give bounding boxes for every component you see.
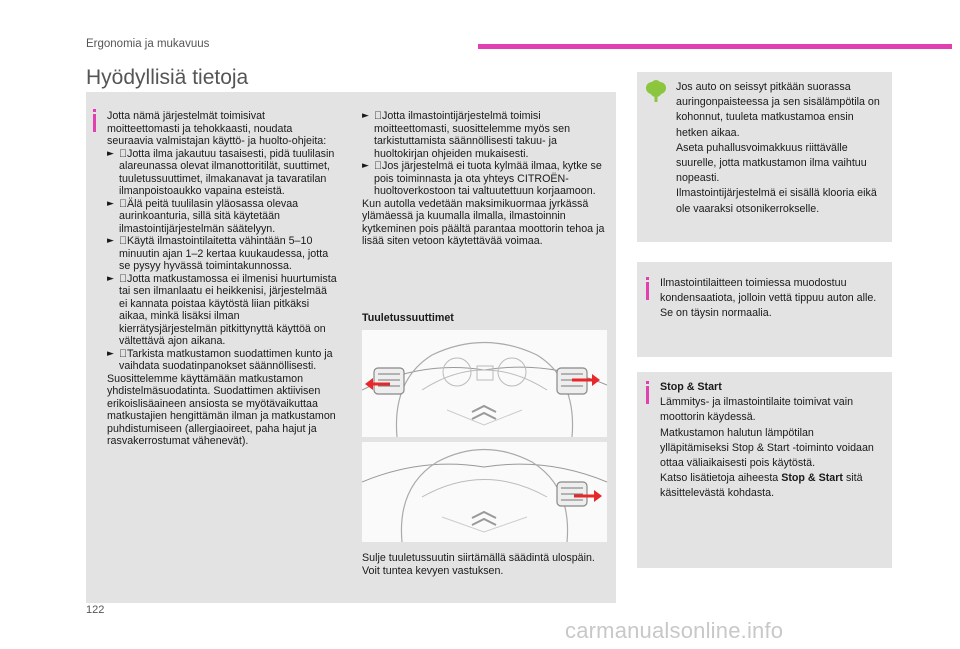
info-icon — [93, 114, 96, 132]
vents-heading: Tuuletussuuttimet — [362, 312, 454, 324]
header-accent-bar — [478, 44, 952, 49]
page-title: Hyödyllisiä tietoja — [86, 66, 249, 89]
list-item: ► Älä peitä tuulilasin yläosassa olevaa aurinkoanturia, sillä sitä käytetään ilmastointijärjestelmän säätelyyn. — [107, 197, 299, 235]
bullet-icon: ► — [107, 348, 114, 359]
bullet-icon: ► — [107, 236, 114, 246]
list-item: ► Käytä ilmastointilaitetta vähintään 5–10 minuutin ajan 1–2 kertaa kuukaudessa, jotta se pysyy hyvässä toimintakunnossa. — [107, 235, 329, 272]
list-item: ► Jos järjestelmä ei tuota kylmää ilmaa, kytke se pois toiminnasta ja ota yhteys CITROËN-huoltoverkostoon tai valtuutettuun korjaamoon. — [362, 160, 602, 197]
column-2 — [362, 110, 607, 248]
bullet-icon: ► — [107, 198, 114, 209]
watermark: carmanualsonline.info — [565, 618, 784, 643]
col1-outro: Suosittelemme käyttämään matkustamon yhdistelmäsuodatinta. Suodattimen aktiivisen erikoislisäaineen ansiosta se myötävaikuttaa matkustajien hengittämän ilman ja matkustamon puhdistumiseen (allergiaoireet, paha hajut ja rasvakerrostumat vähenevät). — [107, 372, 336, 447]
bullet-icon: ► — [107, 148, 114, 159]
info-icon — [646, 386, 649, 404]
info-icon — [646, 282, 649, 300]
bullet-icon: ► — [362, 161, 369, 171]
vents-caption: Sulje tuuletussuutin siirtämällä säädintä ulospäin. Voit tuntea kevyen vastuksen. — [362, 552, 595, 577]
condensation-text: Ilmastointilaitteen toimiessa muodostuu kondensaatiota, jolloin vettä tippuu auton alle. Se on täysin normaalia. — [660, 277, 877, 320]
tree-icon — [644, 80, 668, 102]
vent-illustration-1 — [362, 330, 607, 437]
bullet-icon: ► — [362, 111, 369, 121]
section-title: Ergonomia ja mukavuus — [86, 38, 210, 50]
list-item: ► Jotta ilmastointijärjestelmä toimisi moitteettomasti, suosittelemme myös sen tarkistuttamista säännöllisesti takuu- ja huoltokirjan ohjeiden mukaisesti. — [362, 110, 571, 160]
stop-start-text: Stop & Start Lämmitys- ja ilmastointilaite toimivat vain moottorin käydessä. Matkustamon halutun lämpötilan ylläpitämiseksi Stop & Start -toiminto voidaan ottaa väliaikaisesti pois käytöstä. Katso lisätietoja aiheesta Stop & Start sitä käsittelevästä kohdasta. — [660, 381, 874, 500]
page-number: 122 — [86, 604, 105, 616]
col1-intro: Jotta nämä järjestelmät toimisivat moitteettomasti ja tehokkaasti, noudata seuraavia valmistajan käyttö- ja huolto-ohjeita: — [107, 110, 327, 147]
col2-paragraph: Kun autolla vedetään maksimikuormaa jyrkässä ylämäessä ja kuumalla ilmalla, ilmastoinnin kytkeminen pois päältä parantaa moottorin tehoa ja lisää siten vetoon käytettävää voimaa. — [362, 197, 605, 247]
sun-info-text: Jos auto on seissyt pitkään suorassa auringonpaisteessa ja sen sisälämpötila on kohonnut, tuuleta matkustamoa ensin hetken aikaa. Aseta puhallusvoimakkuus riittävälle suurelle, jotta matkustamon ilma vaihtuu nopeasti. Ilmastointijärjestelmä ei sisällä klooria eikä ole vaaraksi otsonikerrokselle. — [676, 81, 880, 215]
stop-start-title: Stop & Start — [660, 381, 722, 393]
list-item: ► Jotta ilma jakautuu tasaisesti, pidä tuulilasin alareunassa olevat ilmanottoritilät, suuttimet, tuuletussuuttimet, ilmakanavat ja tavaratilan ilmanpoistoaukko vapaina esteistä. — [107, 147, 335, 197]
list-item: ► Jotta matkustamossa ei ilmenisi huurtumista tai sen ilmanlaatu ei heikkenisi, järjestelmää ei kannata poistaa käytöstä liian pitkäksi aikaa, minkä lisäksi ilman kierrätysjärjestelmän pitkittynyttä käyttöä on vältettävä ajon aikana. — [107, 272, 337, 347]
bullet-icon: ► — [107, 273, 114, 284]
vent-illustration-2 — [362, 442, 607, 542]
column-1 — [107, 110, 337, 448]
list-item: ► Tarkista matkustamon suodattimen kunto ja vaihdata suodatinpanokset säännöllisesti. — [107, 347, 333, 372]
